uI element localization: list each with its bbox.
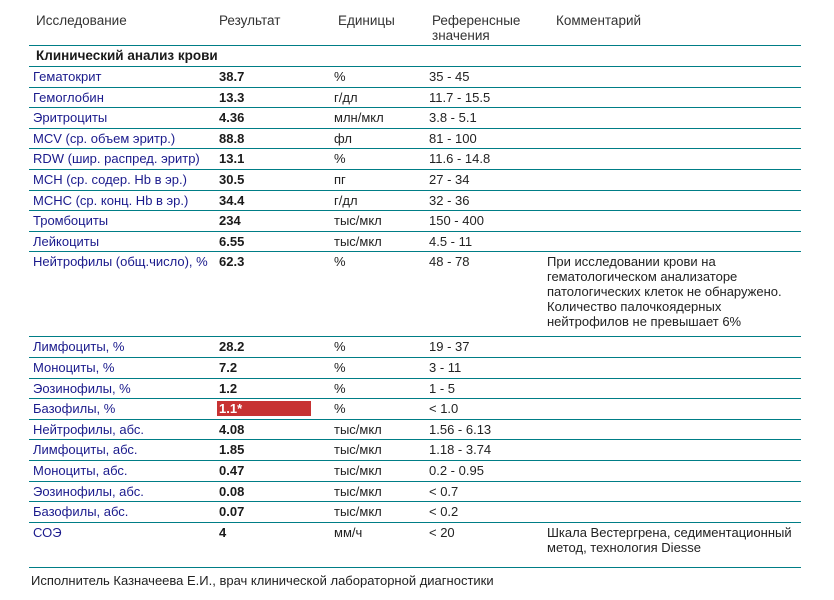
test-reference: < 0.7	[429, 483, 459, 499]
footer-signature: Исполнитель Казначеева Е.И., врач клинической лабораторной диагностики	[31, 573, 494, 588]
test-name: Эозинофилы, %	[33, 380, 131, 396]
test-comment: При исследовании крови на гематологическом анализаторе патологических клеток не обнаружено. Количество палочкоядерных нейтрофилов не превышает 6%	[547, 254, 782, 330]
table-row	[29, 231, 801, 252]
results-table	[29, 45, 801, 568]
test-reference: 0.2 - 0.95	[429, 462, 484, 478]
table-row	[29, 66, 801, 87]
table-row	[29, 481, 801, 502]
test-reference: 3 - 11	[429, 359, 462, 375]
test-reference: 11.7 - 15.5	[429, 89, 491, 105]
test-unit: фл	[334, 130, 352, 146]
test-reference: < 1.0	[429, 401, 459, 417]
table-row	[29, 251, 801, 336]
table-row	[29, 460, 801, 481]
test-unit: тыс/мкл	[334, 442, 382, 458]
header-test: Исследование	[36, 13, 127, 28]
test-reference: 11.6 - 14.8	[429, 151, 491, 167]
test-result: 1.2	[219, 380, 238, 396]
test-unit: мм/ч	[334, 524, 363, 540]
test-result: 4.36	[219, 110, 245, 126]
test-result: 34.4	[219, 192, 245, 208]
header-comment: Комментарий	[556, 13, 642, 28]
test-unit: г/дл	[334, 89, 358, 105]
test-result: 62.3	[219, 254, 245, 270]
test-reference: < 20	[429, 524, 455, 540]
test-result: 13.1	[219, 151, 245, 167]
test-result: 4.08	[219, 421, 245, 437]
table-row	[29, 148, 801, 169]
test-name: Лимфоциты, %	[33, 339, 125, 355]
test-unit: тыс/мкл	[334, 233, 382, 249]
table-row	[29, 107, 801, 128]
test-reference: < 0.2	[429, 504, 459, 520]
test-name: MCH (ср. содер. Hb в эр.)	[33, 171, 187, 187]
test-name: MCV (ср. объем эритр.)	[33, 130, 176, 146]
test-name: Эритроциты	[33, 110, 108, 126]
table-row	[29, 398, 801, 419]
test-name: Базофилы, абс.	[33, 504, 129, 520]
test-unit: %	[334, 401, 346, 417]
table-row	[29, 522, 801, 567]
test-name: Моноциты, абс.	[33, 462, 128, 478]
test-reference: 48 - 78	[429, 254, 470, 270]
test-reference: 4.5 - 11	[429, 233, 473, 249]
table-row	[29, 378, 801, 399]
table-row	[29, 501, 801, 522]
test-unit: млн/мкл	[334, 110, 384, 126]
test-result: 13.3	[219, 89, 245, 105]
table-row	[29, 169, 801, 190]
test-result: 4	[219, 524, 227, 540]
header-result: Результат	[219, 13, 281, 28]
test-unit: тыс/мкл	[334, 483, 382, 499]
table-row	[29, 190, 801, 211]
test-name: Тромбоциты	[33, 213, 109, 229]
test-name: Моноциты, %	[33, 359, 115, 375]
header-reference-line1: Референсные	[432, 13, 521, 28]
table-row	[29, 336, 801, 357]
test-result: 88.8	[219, 130, 245, 146]
test-result: 28.2	[219, 339, 245, 355]
test-unit: тыс/мкл	[334, 213, 382, 229]
test-result: 0.08	[219, 483, 245, 499]
test-name: Нейтрофилы (общ.число), %	[33, 254, 208, 270]
test-unit: г/дл	[334, 192, 358, 208]
test-unit: тыс/мкл	[334, 421, 382, 437]
test-unit: пг	[334, 171, 346, 187]
table-row	[29, 210, 801, 231]
test-name: Лимфоциты, абс.	[33, 442, 138, 458]
test-reference: 1 - 5	[429, 380, 456, 396]
table-row	[29, 128, 801, 149]
table-row	[29, 87, 801, 108]
test-name: Лейкоциты	[33, 233, 100, 249]
test-unit: тыс/мкл	[334, 462, 382, 478]
test-name: Гематокрит	[33, 69, 102, 84]
test-unit: тыс/мкл	[334, 504, 382, 520]
test-reference: 3.8 - 5.1	[429, 110, 477, 126]
test-reference: 35 - 45	[429, 69, 470, 84]
test-reference: 150 - 400	[429, 213, 484, 229]
test-result-flagged: 1.1*	[217, 401, 311, 416]
test-name: Эозинофилы, абс.	[33, 483, 144, 499]
test-reference: 19 - 37	[429, 339, 470, 355]
test-reference: 27 - 34	[429, 171, 470, 187]
test-unit: %	[334, 69, 346, 84]
test-unit: %	[334, 254, 346, 270]
test-reference: 81 - 100	[429, 130, 477, 146]
test-name: Базофилы, %	[33, 401, 116, 417]
test-name: Нейтрофилы, абс.	[33, 421, 145, 437]
section-title: Клинический анализ крови	[36, 48, 218, 63]
test-comment: Шкала Вестергрена, седиментационный метод, технология Diesse	[547, 524, 792, 555]
test-unit: %	[334, 359, 346, 375]
test-result: 0.47	[219, 462, 245, 478]
test-name: RDW (шир. распред. эритр)	[33, 151, 200, 167]
test-unit: %	[334, 380, 346, 396]
header-reference-line2: значения	[432, 28, 490, 43]
table-row	[29, 439, 801, 460]
test-result: 7.2	[219, 359, 238, 375]
test-name: СОЭ	[33, 524, 62, 540]
table-row	[29, 419, 801, 440]
test-reference: 1.18 - 3.74	[429, 442, 492, 458]
header-units: Единицы	[338, 13, 395, 28]
test-result: 30.5	[219, 171, 245, 187]
test-result: 1.85	[219, 442, 245, 458]
test-result: 0.07	[219, 504, 245, 520]
test-result: 38.7	[219, 69, 245, 84]
test-reference: 1.56 - 6.13	[429, 421, 492, 437]
test-unit: %	[334, 151, 346, 167]
test-unit: %	[334, 339, 346, 355]
header-reference	[432, 13, 520, 43]
test-result: 6.55	[219, 233, 245, 249]
test-result: 234	[219, 213, 241, 229]
test-name: MCHC (ср. конц. Hb в эр.)	[33, 192, 189, 208]
test-reference: 32 - 36	[429, 192, 470, 208]
test-name: Гемоглобин	[33, 89, 104, 105]
table-row	[29, 357, 801, 378]
